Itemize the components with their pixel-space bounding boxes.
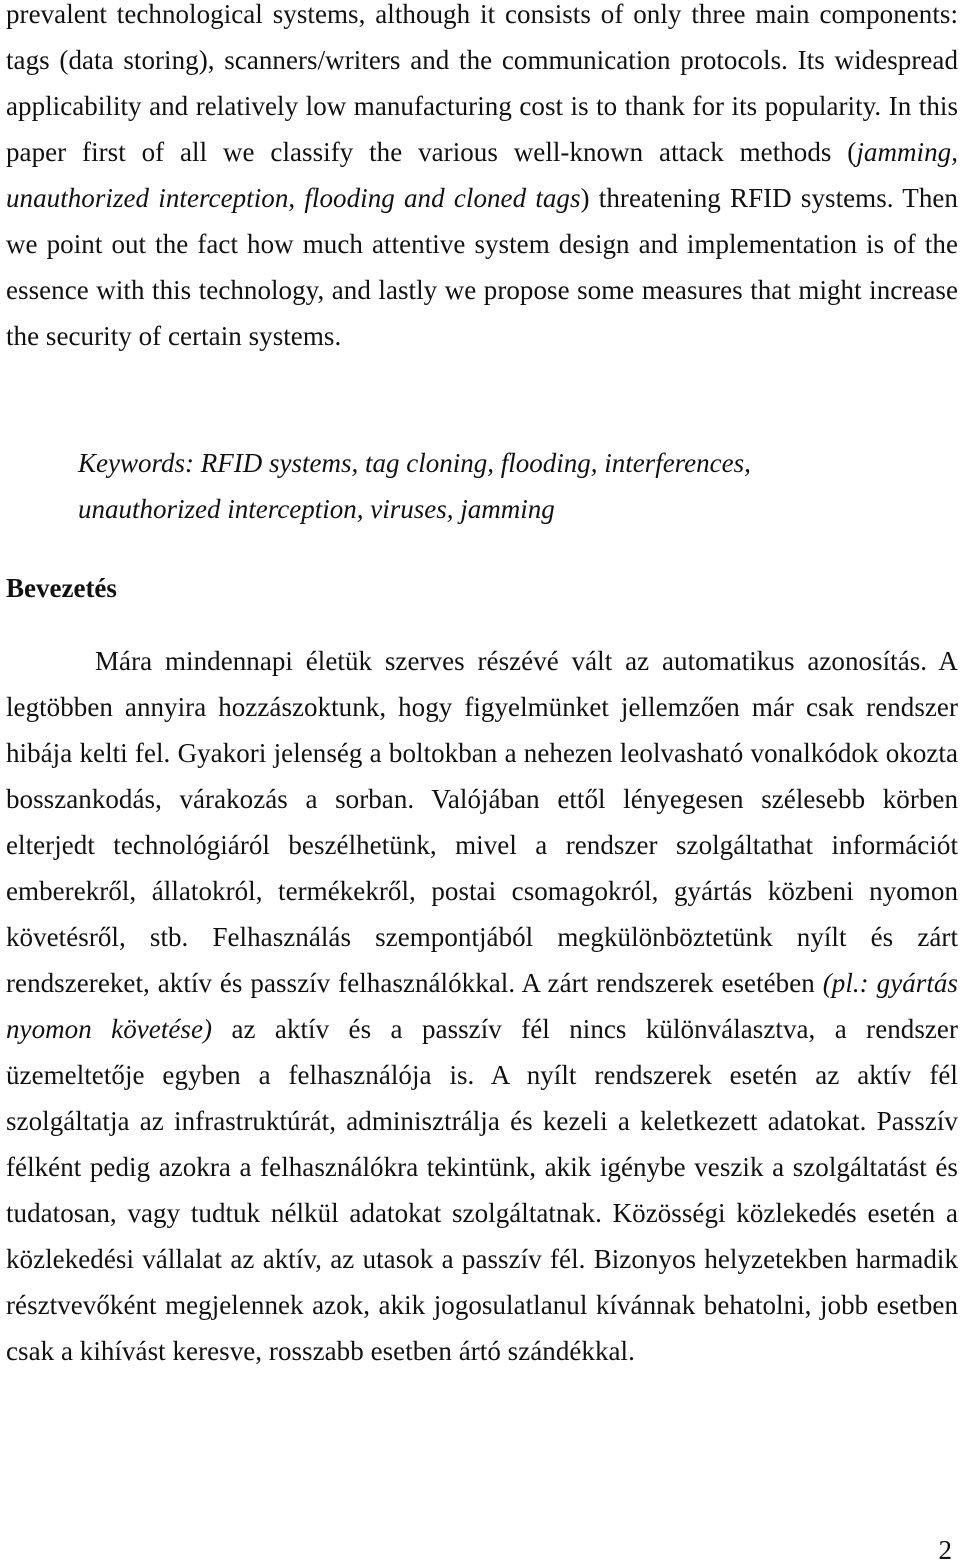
body-paragraph xyxy=(6,638,958,1374)
body-text-part1: Mára mindennapi életük szerves részévé vált az automatikus azonosítás. A legtöbben annyira hozzászoktunk, hogy figyelmünket jellemzően már csak rendszer hibája kelti fel. Gyakori jelenség a boltokban a nehezen leolvasható vonalkódok okozta bosszankodás, várakozás a sorban. Valójában ettől lényegesen szélesebb körben elterjedt technológiáról beszélhetünk, mivel a rendszer szolgáltathat információt emberekről, állatokról, termékekről, postai csomagokról, gyártás közbeni nyomon követésről, stb. Felhasználás szempontjából megkülönböztetünk nyílt és zárt rendszereket, aktív és passzív felhasználókkal. A zárt rendszerek esetében xyxy=(6,646,958,998)
body-text-part2: az aktív és a passzív fél nincs különválasztva, a rendszer üzemeltetője egyben a felhasználója is. A nyílt rendszerek esetén az aktív fél szolgáltatja az infrastruktúrát, adminisztrálja és kezeli a keletkezett adatokat. Passzív félként pedig azokra a felhasználókra tekintünk, akik igénybe veszik a szolgáltatást és tudatosan, vagy tudtuk nélkül adatokat szolgáltatnak. Közösségi közlekedés esetén a közlekedési vállalat az aktív, az utasok a passzív fél. Bizonyos helyzetekben harmadik résztvevőként megjelennek azok, akik jogosulatlanul kívánnak behatolni, jobb esetben csak a kihívást keresve, rosszabb esetben ártó szándékkal. xyxy=(6,1014,958,1366)
keywords-block xyxy=(78,440,938,532)
abstract-paragraph xyxy=(6,0,958,359)
abstract-attack-methods: jamming, unauthorized interception, flooding and cloned tags xyxy=(6,137,958,213)
abstract-text-part2: ) threatening RFID systems. Then we point out the fact how much attentive system design and implementation is of the essence with this technology, and lastly we propose some measures that might increase the security of certain systems. xyxy=(6,183,958,351)
page-number: 2 xyxy=(938,1535,952,1565)
keywords-line-2: unauthorized interception, viruses, jamming xyxy=(78,494,555,524)
keywords-line-1: Keywords: RFID systems, tag cloning, flooding, interferences, xyxy=(78,448,751,478)
body-example: (pl.: gyártás nyomon követése) xyxy=(6,968,958,1044)
abstract-text-part1: prevalent technological systems, although it consists of only three main components: tags (data storing), scanners/writers and the communication protocols. Its widespread applicability and relatively low manufacturing cost is to thank for its popularity. In this paper first of all we classify the various well-known attack methods ( xyxy=(6,0,958,167)
section-heading: Bevezetés xyxy=(6,573,117,603)
